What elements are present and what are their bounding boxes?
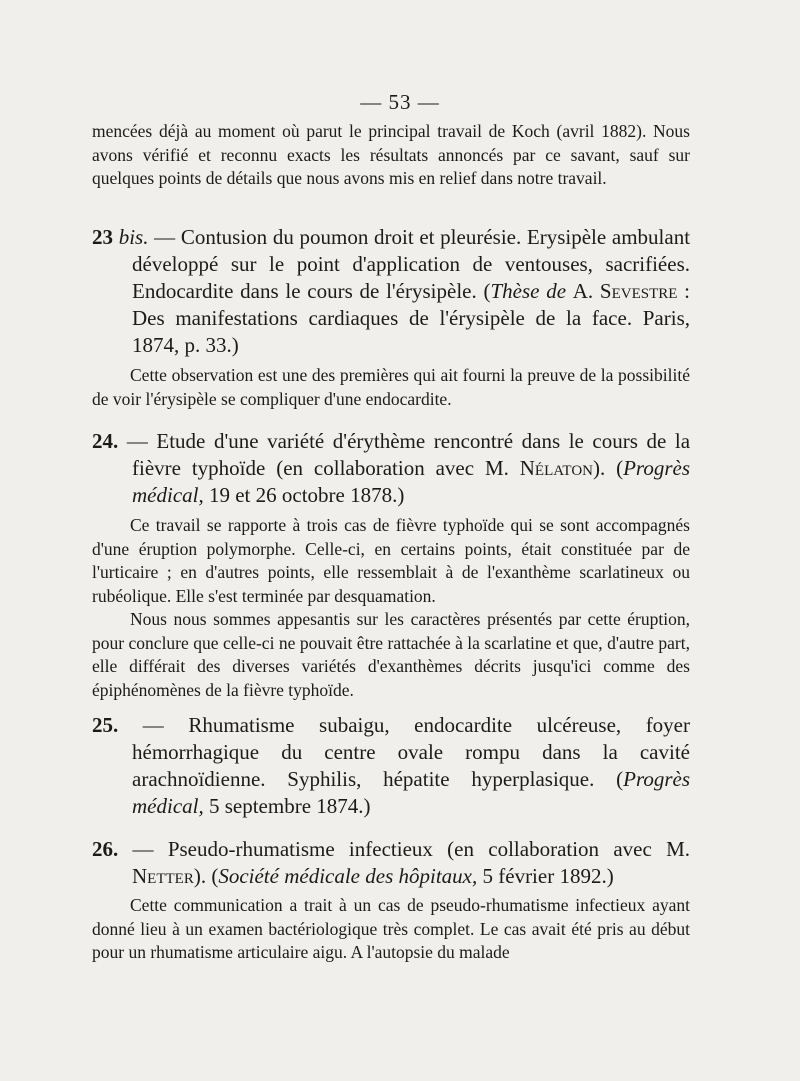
entry-number: 23 [92,225,113,249]
entry-26-paragraph: Cette communication a trait à un cas de pseudo-rhumatisme infectieux ayant donné lieu à un examen bactériologique très complet. Le cas avait été pris au début pour un rhumatisme articulaire aigu. A l'autopsie du malade [92,895,690,962]
reference-detail: : Des manifestations cardiaques de l'érysipèle de la face. Paris, 1874, p. 33.) [132,279,690,357]
reference-author: A. Sevestre [572,279,678,303]
reference-journal: Thèse de [490,279,567,303]
reference-detail: 19 et 26 octobre 1878.) [208,483,405,507]
entry-number: 24. [92,429,119,453]
entry-24-paragraph-1: Ce travail se rapporte à trois cas de fièvre typhoïde qui se sont accompagnés d'une éruption polymorphe. Celle-ci, en certains points, était constituée par de l'urticaire ; en d'autres points, elle ressemblait à de l'exanthème scarlatineux ou rubéolique. Elle s'est terminée par desquamation. [92,515,690,606]
reference-detail: 5 septembre 1874.) [208,794,371,818]
entry-title: — Etude d'une variété d'érythème rencontré dans le cours de la fièvre typhoïde (en collaboration avec M. [126,429,691,480]
collaborator-name: Netter [132,864,194,888]
entry-24: 24. — Etude d'une variété d'érythème rencontré dans le cours de la fièvre typhoïde (en collaboration avec M. Nélaton). (Progrès médical, 19 et 26 octobre 1878.) [92,429,691,507]
entry-title: — Contusion du poumon droit et pleurésie. Erysipèle ambulant développé sur le point d'application de ventouses, sacrifiées. Endocardite dans le cours de l'érysipèle. [132,225,691,303]
entry-26: 26. — Pseudo-rhumatisme infectieux (en collaboration avec M. Netter). (Société médicale des hôpitaux, 5 février 1892.) [92,837,691,888]
entry-25: 25. — Rhumatisme subaigu, endocardite ulcéreuse, foyer hémorrhagique du centre ovale rompu dans la cavité arachnoïdienne. Syphilis, hépatite hyperplasique. (Progrès médical, 5 septembre 1874.) [92,713,691,818]
entry-23bis-paragraph: Cette observation est une des premières qui ait fourni la preuve de la possibilité de voir l'érysipèle se compliquer d'une endocardite. [92,365,690,409]
entry-24-paragraph-2: Nous nous sommes appesantis sur les caractères présentés par cette éruption, pour conclure que celle-ci ne pouvait être rattachée à la scarlatine et que, d'autre part, elle différait des diverses variétés d'exanthèmes décrits jusqu'ici comme des épiphénomènes de la fièvre typhoïde. [92,609,690,700]
entry-number: 26. [92,837,119,861]
reference-journal: Progrès médical, [132,456,690,507]
page-number: — 53 — [360,90,440,114]
entry-23bis: 23 bis. — Contusion du poumon droit et pleurésie. Erysipèle ambulant développé sur le point d'application de ventouses, sacrifiées. Endocardite dans le cours de l'érysipèle. (Thèse de A. Sevestre : Des manifestations cardiaques de l'érysipèle de la face. Paris, 1874, p. 33.) [92,225,691,357]
intro-paragraph: mencées déjà au moment où parut le principal travail de Koch (avril 1882). Nous avons vérifié et reconnu exacts les résultats annoncés par ce savant, sauf sur quelques points de détails que nous avons mis en relief dans notre travail. [92,121,690,188]
entry-title: — Pseudo-rhumatisme infectieux (en collaboration avec M. [132,837,691,861]
collaborator-name: Nélaton [519,456,593,480]
reference-detail: 5 février 1892.) [482,864,614,888]
entry-title: — Rhumatisme subaigu, endocardite ulcéreuse, foyer hémorrhagique du centre ovale rompu dans la cavité arachnoïdienne. Syphilis, hépatite hyperplasique. [132,713,691,791]
reference-journal: Société médicale des hôpitaux, [218,864,478,888]
entry-number: 25. [92,713,119,737]
reference-journal: Progrès médical, [132,767,691,818]
entry-bis: bis. [118,225,149,249]
